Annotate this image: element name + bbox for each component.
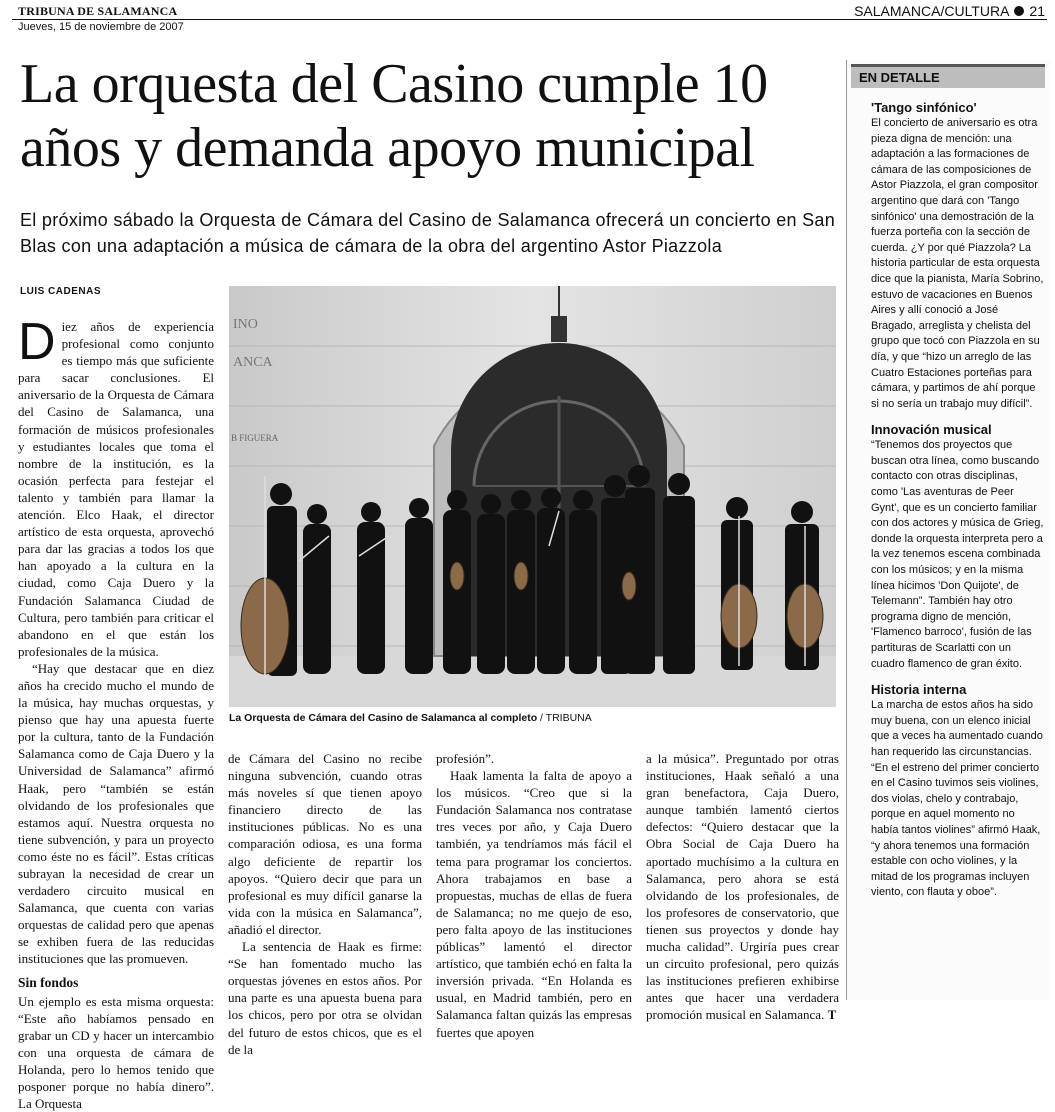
section-name: SALAMANCA/CULTURA — [854, 3, 1010, 19]
paragraph: de Cámara del Casino no recibe ninguna subvención, cuando otras más noveles sí que tienen apoyo financiero directo de las instituciones públicas. No es una comparación odiosa, es una forma algo deficiente de repartir los apoyos. “Quiero decir que para un profesional es muy difícil ganarse la vida con la música en Salamanca”, añadió el director. — [228, 751, 422, 937]
paragraph: a la música”. Preguntado por otras instituciones, Haak señaló a una gran benefactora, Caja Duero, aunque también lamentó ciertos defectos: “Quiero destacar que la Obra Social de Caja Duero ha aportado muchísimo a la cultura en Salamanca, pero ahora se está olvidando de los profesionales, de los profesores de conservatorio, que tienen sus proyectos y donde hay mucha calidad”. Urgiría pues crear un circuito profesional, pero quizás las instituciones prefieren exhibirse antes que hacer una verdadera promoción musical en Salamanca. T — [646, 751, 839, 1023]
drop-cap: D — [18, 313, 56, 371]
street-sign: B FIGUERA — [231, 433, 279, 443]
newspaper-name: TRIBUNA DE SALAMANCA — [18, 4, 178, 18]
header-rule — [12, 19, 1047, 20]
headline: La orquesta del Casino cumple 10 años y demanda apoyo municipal — [20, 53, 768, 179]
sidebar-section-title: 'Tango sinfónico' — [871, 100, 977, 115]
sidebar-en-detalle — [846, 60, 1050, 1000]
paragraph: La sentencia de Haak es firme: “Se han fomentado mucho las orquestas jóvenes en estos años. Por una parte es una apuesta buena para los chicos, pero por otra se olvidan del futuro de estos chicos, que es el de la — [228, 939, 422, 1057]
paragraph: Diez años de experiencia profesional como conjunto es tiempo más que suficiente para sacar conclusiones. El aniversario de la Orquesta de Cámara del Casino de Salamanca, una formación de músicos profesionales y estudiantes locales que toma el nombre de la institución, es la ocasión perfecta para festejar el talento y también para llamar la atención. Elco Haak, el director artístico de esta orquesta, aprovechó para dar las gracias a todos los que han apoyado a la cultura en la ciudad, como Caja Duero y la Fundación Salamanca Ciudad de Cultura, pero también para criticar el abandono en el que están los profesionales de la música. — [18, 313, 214, 659]
paragraph: “Hay que destacar que en diez años ha crecido mucho el mundo de la música, hay muchas orquestas, y pienso que hay una apuesta fuerte por la cultura, tanto de la Fundación Salamanca como de Caja Duero y la Universidad de Salamanca” afirmó Haak, pero “también se están olvidando de los profesionales que estamos aquí. Nuestra orquesta no tiene subvención, y para un proyecto como éste no es fácil”. Estas críticas subrayan la necesidad de crear un verdadero circuito musical en Salamanca, que cuenta con varias orquestas de calidad pero que apenas se exhiben fuera de las reducidas instituciones que las promueven. — [18, 660, 214, 967]
paragraph: Haak lamenta la falta de apoyo a los músicos. “Creo que si la Fundación Salamanca nos contratase tres veces por año, y Caja Duero también, ya tendríamos más fácil el tema para programar los conciertos. Ahora trabajamos en base a propuestas, muchas de ellas de fuera de Salamanca; no me quejo de eso, pero falta apoyo de las instituciones públicas” lamentó el director artístico, que también echó en falta la inversión privada. “En Holanda es usual, en Madrid también, pero en Salamanca faltan quizás las empresas fuertes que apoyen — [436, 768, 632, 1040]
paragraph: Un ejemplo es esta misma orquesta: “Este año habíamos pensado en grabar un CD y hacer un intercambio con una orquesta de cámara de Holanda, pero lo hemos tenido que posponer porque no había dinero”. La Orquesta — [18, 993, 214, 1112]
orchestra-illustration — [229, 286, 836, 707]
orchestra-photo — [229, 286, 836, 707]
article-column-2 — [228, 750, 422, 1058]
sidebar-section-text: El concierto de aniversario es otra pieza digna de mención: una adaptación a las formaciones de cámara de las composiciones de Astor Piazzola, el gran compositor argentino que dará con 'Tango sinfónico' una demostración de la fuerza porteña con la sección de cuerda. ¿Y por qué Piazzola? La historia particular de esta orquesta dice que la pianista, María Sobrino, estuvo de vacaciones en Buenos Aires y allí conoció a José Bragado, arreglista y chelista del grupo que tocó con Piazzola en su día, y que “hizo un arreglo de las Cuatro Estaciones porteñas para cámara, y partimos de ahí porque si no sería un trabajo muy difícil”. — [871, 117, 1044, 410]
bullet-icon — [1014, 6, 1024, 16]
sidebar-section-title: Innovación musical — [871, 422, 992, 438]
sidebar-section-text: “Tenemos dos proyectos que buscan otra línea, como buscando contacto con otras disciplinas, como 'Las aventuras de Peer Gynt', que es un concierto familiar con dos actores y música de Grieg, donde la orquesta interpreta pero a la vez tenemos escena combinada con los músicos; y en la misma línea hicimos 'Don Quijote', de Telemann”. También hay otro programa digno de mención, 'Flamenco barroco', fusión de las partituras de Scarlatti con un cuadro flamenco de gran éxito. — [871, 439, 1044, 670]
wall-inscription: INO — [233, 317, 258, 332]
article-column-3 — [436, 750, 632, 1041]
article-column-4 — [646, 750, 839, 1024]
wall-inscription: ANCA — [233, 355, 273, 370]
paragraph: profesión”. — [436, 751, 495, 766]
page-number: 21 — [1029, 3, 1045, 19]
end-mark-icon: T — [827, 1007, 837, 1023]
photo-credit: / TRIBUNA — [540, 712, 592, 724]
deck: El próximo sábado la Orquesta de Cámara del Casino de Salamanca ofrecerá un concierto en San Blas con una adaptación a música de cámara de la obra del argentino Astor Piazzola — [20, 210, 836, 256]
subheading: Sin fondos — [18, 974, 79, 990]
sidebar-section-text: La marcha de estos años ha sido muy buena, con un elenco inicial que a veces ha aumentado cuando han requerido las circunstancias. “En el estreno del primer concierto en el Casino tuvimos seis violines, dos violas, chelo y contrabajo, porque en aquel momento no había tantos violines” afirmó Haak, “y ahora tenemos una formación estable con ocho violines, y la mitad de los programas incluyen viento, con flauta y oboe”. — [871, 699, 1043, 899]
sidebar-body — [847, 88, 1050, 901]
sidebar-section-title: Historia interna — [871, 682, 967, 698]
photo-caption — [229, 712, 592, 724]
section-header — [854, 3, 1045, 19]
caption-text: La Orquesta de Cámara del Casino de Salamanca al completo — [229, 712, 538, 724]
article-column-1 — [18, 313, 214, 1112]
publication-date: Jueves, 15 de noviembre de 2007 — [18, 21, 184, 33]
byline: LUIS CADENAS — [20, 286, 102, 297]
sidebar-label: EN DETALLE — [851, 64, 1045, 88]
